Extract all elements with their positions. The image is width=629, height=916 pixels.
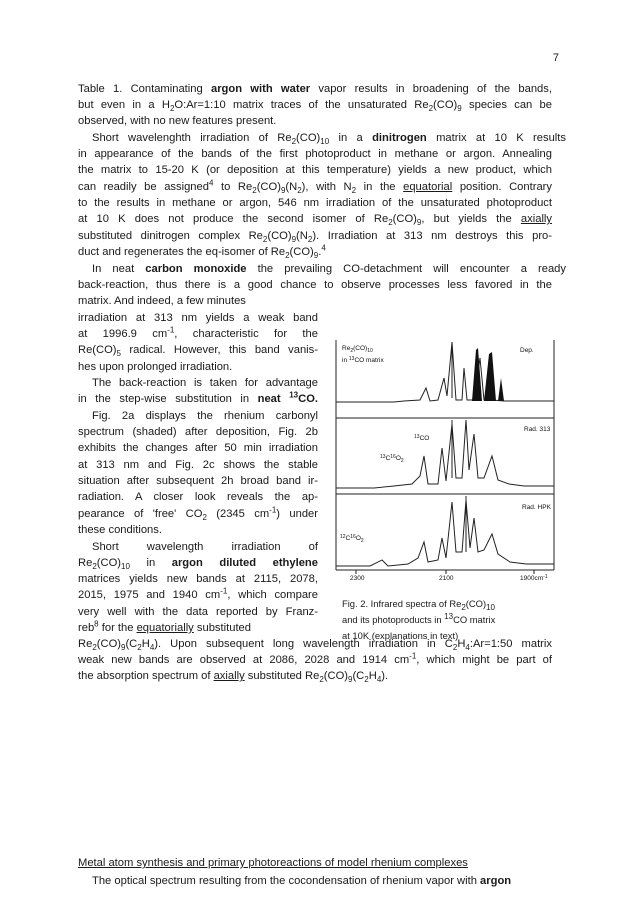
text-line: substituted dinitrogen complex $Re_2(CO)_9(N_2)$. Irradiation at 313 nm destroys this pro- xyxy=(78,230,552,245)
text-line: radiation. A closer look reveals the ap- xyxy=(78,491,318,503)
text-line: reb$^8$ for the equatorially substituted xyxy=(78,619,251,634)
x-tick-1900: $1900cm^{-1}$ xyxy=(520,574,548,582)
text-line: observed, with no new features present. xyxy=(78,115,277,127)
panel-b-13co2: $^{13}C^{16}O_2$ xyxy=(380,454,404,464)
text-line: $Re(CO)_5$ radical. However, this band vanis- xyxy=(78,344,318,359)
text-line: Fig. 2a displays the rhenium carbonyl xyxy=(92,410,318,422)
text-line: very well with the data reported by Franz- xyxy=(78,606,318,618)
panel-a-sub: in $^{13}$CO matrix xyxy=(342,356,384,364)
panel-b-tag: Rad. 313 xyxy=(524,426,551,433)
text-line: situation after subsequent 2h broad band ir- xyxy=(78,475,318,487)
text-line: the absorption spectrum of axially substituted $Re_2(CO)_9(C_2H_4)$. xyxy=(78,670,389,685)
panel-c-12co2: $^{12}C^{16}O_2$ xyxy=(340,534,364,544)
text-line: back-reaction, thus there is a good chance to observe processes less favored in the xyxy=(78,279,552,291)
text-line: Short wavelenghth irradiation of $Re_2(CO)_{10}$ in a dinitrogen matrix at 10 K results xyxy=(92,132,566,147)
text-line: In neat carbon monoxide the prevailing CO-detachment will encounter a ready xyxy=(92,263,566,275)
text-line: The optical spectrum resulting from the cocondensation of rhenium vapor with argon xyxy=(92,875,512,887)
text-line: at 313 nm and Fig. 2c shows the stable xyxy=(78,459,318,471)
text-line: $Re_2(CO)_{10}$ in argon diluted ethylene xyxy=(78,557,318,572)
x-tick-2300: 2300 xyxy=(350,575,365,582)
text-line: can readily be assigned$^4$ to $Re_2(CO)_9(N_2)$, with $N_2$ in the equatorial position. Contrary xyxy=(78,178,552,196)
caption-line: at 10K (explanations in text) xyxy=(342,630,459,641)
panel-a-tag: Dep. xyxy=(520,347,534,354)
text-line: hes upon prolonged irradiation. xyxy=(78,361,233,373)
text-line: exhibits the changes after 50 min irradiation xyxy=(78,442,318,454)
text-line: Short wavelength irradiation of xyxy=(92,541,318,553)
text-line: the matrix to 15-20 K (or deposition at this temperature) yields a new product, which xyxy=(78,164,552,176)
panel-b-13co: $^{13}$CO xyxy=(414,434,430,442)
text-line: but even in a $H_2O:Ar=1:10$ matrix traces of the unsaturated $Re_2(CO)_9$ species can be xyxy=(78,99,552,114)
text-line: 2015, 1975 and 1940 $cm^{-1}$, which compare xyxy=(78,586,318,601)
text-line: matrices yields new bands at 2115, 2078, xyxy=(78,573,318,585)
text-line: Table 1. Contaminating argon with water vapor results in broadening of the bands, xyxy=(78,83,552,95)
text-line: matrix. And indeed, a few minutes xyxy=(78,295,246,307)
text-line: $Re_2(CO)_9(C_2H_4)$. Upon subsequent long wavelength irradiation in $C_2H_4:Ar=1:50$ matrix xyxy=(78,638,552,653)
panel-c-tag: Rad. HPK xyxy=(522,504,551,511)
caption-line: Fig. 2. Infrared spectra of $Re_2(CO)_{10}$ xyxy=(342,598,495,612)
section-heading: Metal atom synthesis and primary photoreactions of model rhenium complexes xyxy=(78,857,468,869)
text-line: these conditions. xyxy=(78,524,162,536)
text-line: at 10 K does not produce the second isomer of $Re_2(CO)_9$, but yields the axially xyxy=(78,213,553,228)
text-line: pearance of 'free' $CO_2$ (2345 $cm^{-1}$) under xyxy=(78,505,319,523)
text-line: in the step-wise substitution in neat $^{13}$CO. xyxy=(78,390,318,405)
figure-2-spectra xyxy=(334,338,556,582)
text-line: The back-reaction is taken for advantage xyxy=(92,377,318,389)
x-tick-2100: 2100 xyxy=(439,575,454,582)
panel-a-label: $Re_2(CO)_{10}$ xyxy=(342,345,373,354)
text-line: to the results in methane or argon, 546 nm irradiation of the unsaturated photoproduct xyxy=(78,197,552,209)
text-line: irradiation at 313 nm yields a weak band xyxy=(78,312,318,324)
text-line: duct and regenerates the eq-isomer of $Re_2(CO)_9.^4$ xyxy=(78,243,326,261)
caption-line: and its photoproducts in $^{13}$CO matrix xyxy=(342,611,496,625)
text-line: spectrum (shaded) after deposition, Fig. 2b xyxy=(78,426,318,438)
text-line: weak new bands are observed at 2086, 2028 and 1914 $cm^{-1}$, which might be part of xyxy=(78,651,552,666)
page-number: 7 xyxy=(552,52,559,64)
text-line: at 1996.9 $cm^{-1}$, characteristic for the xyxy=(78,325,318,340)
text-line: in appearance of the bands of the first photoproduct in methane or argon. Annealing xyxy=(78,148,552,160)
